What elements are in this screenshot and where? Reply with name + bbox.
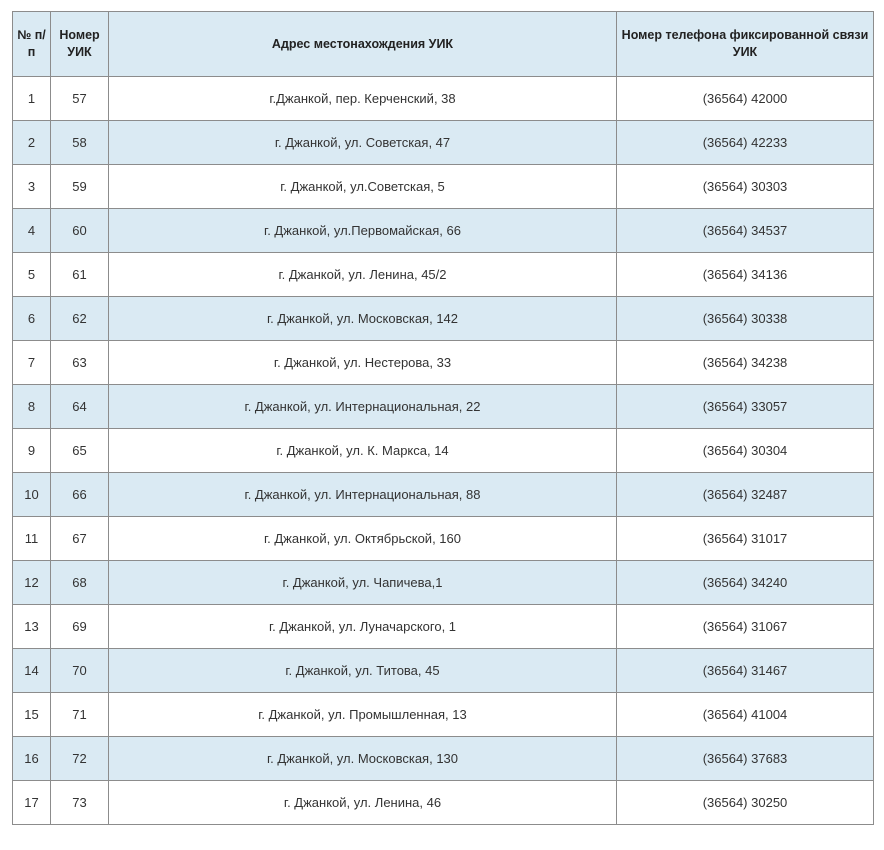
table-row bbox=[13, 77, 874, 121]
cell-row-number: 10 bbox=[13, 473, 51, 517]
cell-address: г. Джанкой, ул. Советская, 47 bbox=[109, 121, 617, 165]
table-row bbox=[13, 165, 874, 209]
cell-uik-number: 68 bbox=[51, 561, 109, 605]
table-row bbox=[13, 253, 874, 297]
header-phone: Номер телефона фиксированной связи УИК bbox=[617, 12, 874, 77]
cell-uik-number: 67 bbox=[51, 517, 109, 561]
cell-uik-number: 73 bbox=[51, 781, 109, 825]
cell-row-number: 11 bbox=[13, 517, 51, 561]
cell-row-number: 12 bbox=[13, 561, 51, 605]
cell-uik-number: 65 bbox=[51, 429, 109, 473]
header-row-number: № п/п bbox=[13, 12, 51, 77]
cell-phone: (36564) 32487 bbox=[617, 473, 874, 517]
cell-row-number: 8 bbox=[13, 385, 51, 429]
cell-phone: (36564) 41004 bbox=[617, 693, 874, 737]
cell-phone: (36564) 30250 bbox=[617, 781, 874, 825]
table-row bbox=[13, 297, 874, 341]
cell-uik-number: 59 bbox=[51, 165, 109, 209]
cell-row-number: 3 bbox=[13, 165, 51, 209]
cell-address: г. Джанкой, ул. Луначарского, 1 bbox=[109, 605, 617, 649]
cell-uik-number: 57 bbox=[51, 77, 109, 121]
table-body bbox=[13, 77, 874, 825]
table-row bbox=[13, 781, 874, 825]
cell-row-number: 2 bbox=[13, 121, 51, 165]
cell-address: г. Джанкой, ул. Ленина, 46 bbox=[109, 781, 617, 825]
cell-address: г. Джанкой, ул.Первомайская, 66 bbox=[109, 209, 617, 253]
table-row bbox=[13, 209, 874, 253]
header-row bbox=[13, 12, 874, 77]
cell-uik-number: 60 bbox=[51, 209, 109, 253]
cell-uik-number: 72 bbox=[51, 737, 109, 781]
cell-phone: (36564) 30304 bbox=[617, 429, 874, 473]
cell-uik-number: 63 bbox=[51, 341, 109, 385]
cell-uik-number: 66 bbox=[51, 473, 109, 517]
cell-row-number: 16 bbox=[13, 737, 51, 781]
table-row bbox=[13, 605, 874, 649]
table-row bbox=[13, 737, 874, 781]
cell-uik-number: 62 bbox=[51, 297, 109, 341]
cell-uik-number: 70 bbox=[51, 649, 109, 693]
table-row bbox=[13, 649, 874, 693]
table-row bbox=[13, 121, 874, 165]
cell-address: г. Джанкой, ул. Нестерова, 33 bbox=[109, 341, 617, 385]
cell-uik-number: 61 bbox=[51, 253, 109, 297]
cell-phone: (36564) 31017 bbox=[617, 517, 874, 561]
cell-uik-number: 69 bbox=[51, 605, 109, 649]
cell-phone: (36564) 34136 bbox=[617, 253, 874, 297]
cell-row-number: 5 bbox=[13, 253, 51, 297]
cell-phone: (36564) 30338 bbox=[617, 297, 874, 341]
cell-row-number: 7 bbox=[13, 341, 51, 385]
cell-address: г. Джанкой, ул. Промышленная, 13 bbox=[109, 693, 617, 737]
cell-address: г. Джанкой, ул. Московская, 130 bbox=[109, 737, 617, 781]
cell-address: г. Джанкой, ул.Советская, 5 bbox=[109, 165, 617, 209]
table-row bbox=[13, 473, 874, 517]
cell-uik-number: 58 bbox=[51, 121, 109, 165]
cell-address: г. Джанкой, ул. Интернациональная, 22 bbox=[109, 385, 617, 429]
table-row bbox=[13, 561, 874, 605]
cell-phone: (36564) 37683 bbox=[617, 737, 874, 781]
table-row bbox=[13, 429, 874, 473]
cell-address: г. Джанкой, ул. Ленина, 45/2 bbox=[109, 253, 617, 297]
cell-row-number: 6 bbox=[13, 297, 51, 341]
cell-row-number: 17 bbox=[13, 781, 51, 825]
cell-address: г. Джанкой, ул. Московская, 142 bbox=[109, 297, 617, 341]
cell-row-number: 13 bbox=[13, 605, 51, 649]
cell-row-number: 15 bbox=[13, 693, 51, 737]
cell-phone: (36564) 31067 bbox=[617, 605, 874, 649]
table-row bbox=[13, 341, 874, 385]
cell-address: г. Джанкой, ул. Титова, 45 bbox=[109, 649, 617, 693]
cell-address: г. Джанкой, ул. Интернациональная, 88 bbox=[109, 473, 617, 517]
cell-phone: (36564) 42233 bbox=[617, 121, 874, 165]
cell-address: г. Джанкой, ул. Чапичева,1 bbox=[109, 561, 617, 605]
header-address: Адрес местонахождения УИК bbox=[109, 12, 617, 77]
cell-phone: (36564) 34537 bbox=[617, 209, 874, 253]
cell-row-number: 4 bbox=[13, 209, 51, 253]
table-row bbox=[13, 385, 874, 429]
cell-phone: (36564) 34238 bbox=[617, 341, 874, 385]
cell-row-number: 9 bbox=[13, 429, 51, 473]
cell-row-number: 14 bbox=[13, 649, 51, 693]
cell-uik-number: 71 bbox=[51, 693, 109, 737]
cell-phone: (36564) 33057 bbox=[617, 385, 874, 429]
table-row bbox=[13, 693, 874, 737]
uik-table bbox=[12, 11, 874, 825]
cell-address: г. Джанкой, ул. К. Маркса, 14 bbox=[109, 429, 617, 473]
cell-uik-number: 64 bbox=[51, 385, 109, 429]
cell-address: г. Джанкой, ул. Октябрьской, 160 bbox=[109, 517, 617, 561]
table-header bbox=[13, 12, 874, 77]
cell-phone: (36564) 42000 bbox=[617, 77, 874, 121]
table-row bbox=[13, 517, 874, 561]
cell-address: г.Джанкой, пер. Керченский, 38 bbox=[109, 77, 617, 121]
header-uik-number: Номер УИК bbox=[51, 12, 109, 77]
cell-row-number: 1 bbox=[13, 77, 51, 121]
cell-phone: (36564) 31467 bbox=[617, 649, 874, 693]
cell-phone: (36564) 34240 bbox=[617, 561, 874, 605]
cell-phone: (36564) 30303 bbox=[617, 165, 874, 209]
